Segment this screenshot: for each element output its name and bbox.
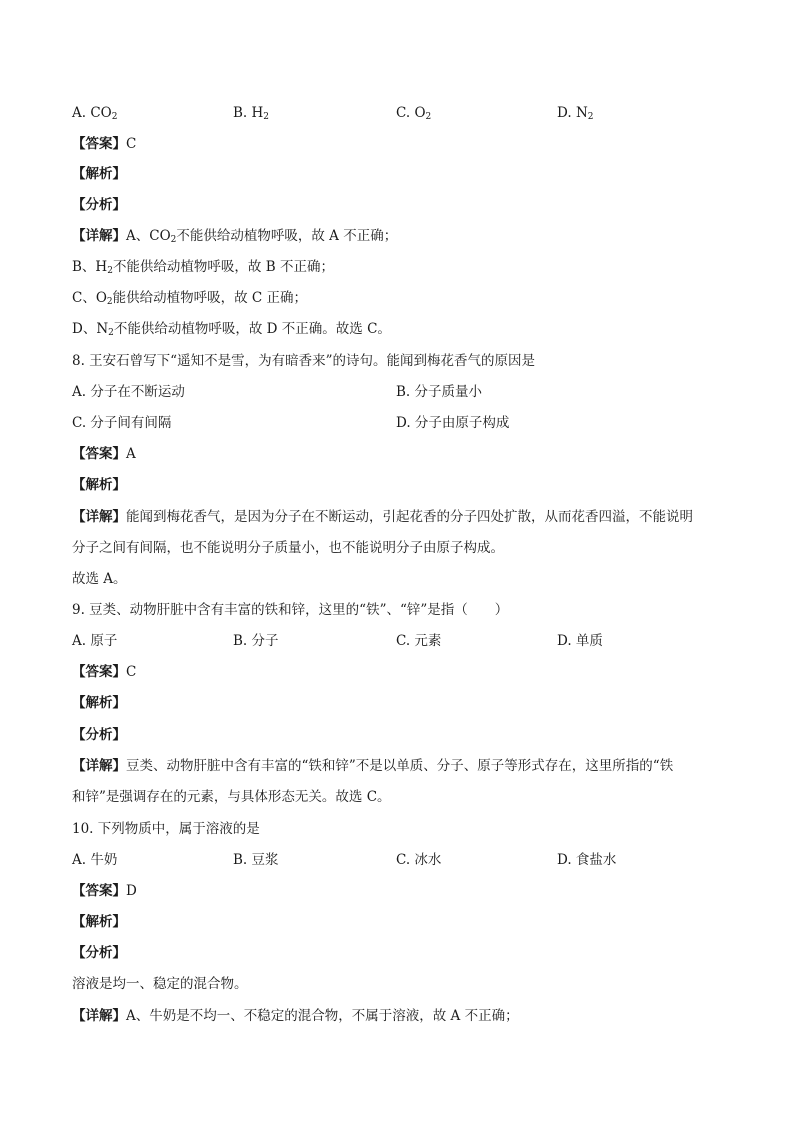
q8-option-b: B. 分子质量小 [396,384,483,400]
q9-analysis-tag: 【解析】 [72,695,126,711]
q7-option-a: A. $CO_2$ [72,105,118,122]
q10-option-b: B. 豆浆 [233,852,279,868]
q8-question: 8. 王安石曾写下“遥知不是雪，为有暗香来”的诗句。能闻到梅花香气的原因是 [72,353,535,369]
q8-option-a: A. 分子在不断运动 [72,384,185,400]
q8-analysis-tag: 【解析】 [72,477,126,493]
q9-detail-line1: 【详解】豆类、动物肝脏中含有丰富的“铁和锌”不是以单质、分子、原子等形式存在，这里所指的“铁 [72,758,674,774]
q7-detail-b: B、$H_2$不能供给动植物呼吸，故 B 不正确； [72,259,334,276]
q9-option-a: A. 原子 [72,633,118,649]
q10-option-a: A. 牛奶 [72,852,118,868]
q10-fenxi-text: 溶液是均一、稳定的混合物。 [72,976,248,992]
q9-option-c: C. 元素 [396,633,442,649]
q7-fenxi-tag: 【分析】 [72,197,126,213]
q7-detail-a: 【详解】A、$CO_2$不能供给动植物呼吸，故 A 不正确； [72,228,398,245]
q7-option-c: C. $O_2$ [396,105,432,122]
q8-option-c: C. 分子间有间隔 [72,415,172,431]
q8-detail-line2: 分子之间有间隔，也不能说明分子质量小，也不能说明分子由原子构成。 [72,540,504,556]
q7-option-d: D. $N_2$ [557,105,594,122]
q7-analysis-tag: 【解析】 [72,166,126,182]
q10-option-c: C. 冰水 [396,852,442,868]
q7-detail-c: C、$O_2$能供给动植物呼吸，故 C 正确； [72,290,308,307]
q9-answer: 【答案】C [72,664,137,680]
q10-question: 10. 下列物质中，属于溶液的是 [72,821,260,837]
q7-detail-d: D、$N_2$不能供给动植物呼吸，故 D 不正确。故选 C。 [72,321,391,338]
q10-answer: 【答案】D [72,883,137,899]
q9-option-d: D. 单质 [557,633,603,649]
q8-conclusion: 故选 A。 [72,571,127,587]
q7-option-b: B. $H_2$ [233,105,270,122]
q10-analysis-tag: 【解析】 [72,914,126,930]
q10-detail-line1: 【详解】A、牛奶是不均一、不稳定的混合物，不属于溶液，故 A 不正确； [72,1008,519,1024]
q9-detail-line2: 和锌”是强调存在的元素，与具体形态无关。故选 C。 [72,789,391,805]
q10-fenxi-tag: 【分析】 [72,945,126,961]
q8-option-d: D. 分子由原子构成 [396,415,510,431]
q8-answer: 【答案】A [72,446,136,462]
q10-option-d: D. 食盐水 [557,852,617,868]
q8-detail-line1: 【详解】能闻到梅花香气，是因为分子在不断运动，引起花香的分子四处扩散，从而花香四溢，不能说明 [72,509,693,525]
q9-question: 9. 豆类、动物肝脏中含有丰富的铁和锌，这里的“铁”、“锌”是指（ ） [72,602,509,618]
q9-fenxi-tag: 【分析】 [72,727,126,743]
q7-answer: 【答案】C [72,136,137,152]
q9-option-b: B. 分子 [233,633,279,649]
